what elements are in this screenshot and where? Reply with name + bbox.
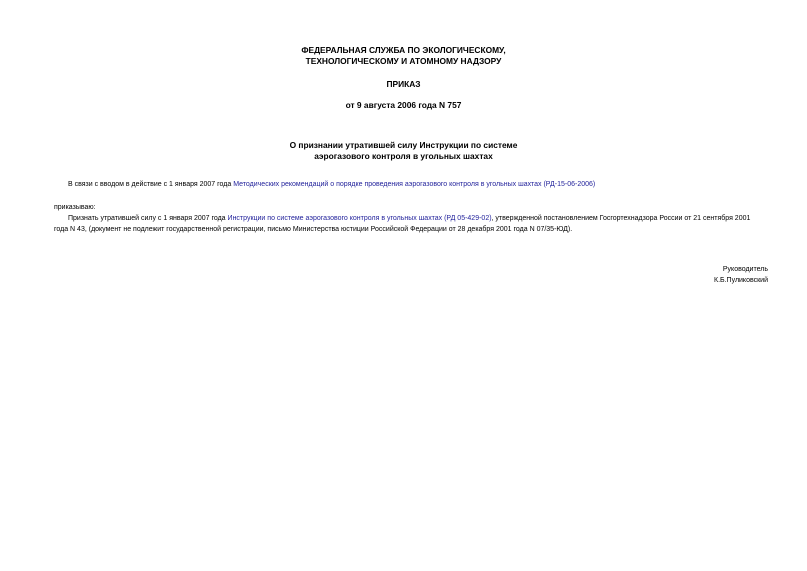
instruction-link[interactable]: Инструкции по системе аэрогазового контроля в угольных шахтах (РД 05-429-02) bbox=[227, 215, 492, 222]
document-date-number: от 9 августа 2006 года N 757 bbox=[345, 100, 462, 110]
document-title bbox=[0, 140, 807, 162]
paragraph-order-line-2: года N 43, (документ не подлежит государственной регистрации, письмо Министерства юстиции Российской Федерации от 28 декабря 2001 года N 07/35-ЮД). bbox=[54, 226, 573, 233]
order-text-start: Признать утратившей силу с 1 января 2007 года bbox=[68, 215, 228, 222]
order-text-end: , утвержденной постановлением Госгортехнадзора России от 21 сентября 2001 bbox=[491, 215, 751, 222]
paragraph-preamble bbox=[68, 179, 595, 191]
recommendations-link[interactable]: Методических рекомендаций о порядке проведения аэрогазового контроля в угольных шахтах (РД-15-06-2006) bbox=[233, 181, 596, 188]
signature-name: К.Б.Пуликовский bbox=[714, 277, 768, 284]
signature-position: Руководитель bbox=[722, 266, 768, 273]
paragraph-order-line-1 bbox=[68, 213, 750, 225]
title-line-2: аэрогазового контроля в угольных шахтах bbox=[314, 151, 493, 161]
title-line-1: О признании утратившей силу Инструкции по системе bbox=[289, 140, 518, 150]
authority-line-1: ФЕДЕРАЛЬНАЯ СЛУЖБА ПО ЭКОЛОГИЧЕСКОМУ, bbox=[301, 45, 506, 55]
preamble-text: В связи с вводом в действие с 1 января 2007 года bbox=[68, 181, 234, 188]
document-type: ПРИКАЗ bbox=[386, 79, 421, 89]
paragraph-order-word: приказываю: bbox=[54, 204, 96, 211]
authority-line-2: ТЕХНОЛОГИЧЕСКОМУ И АТОМНОМУ НАДЗОРУ bbox=[305, 56, 502, 66]
issuing-authority bbox=[0, 45, 807, 67]
